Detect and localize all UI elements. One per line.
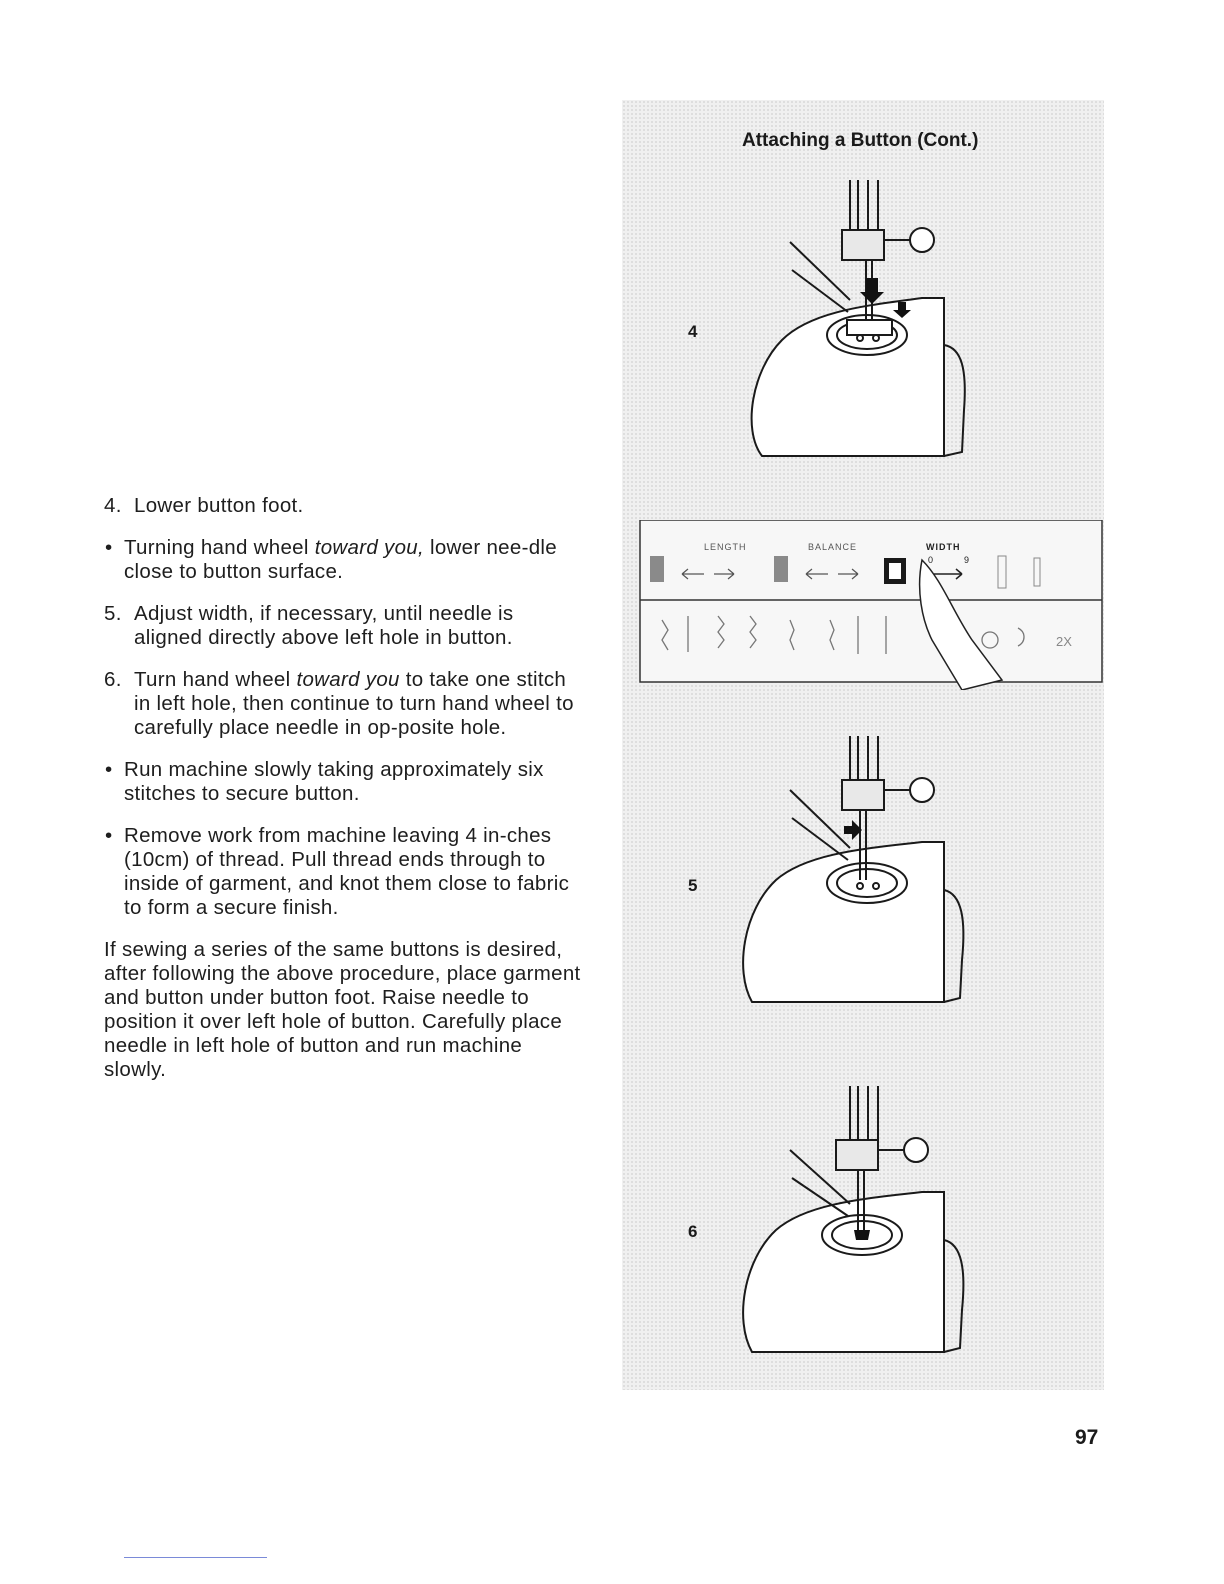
figure-title: Attaching a Button (Cont.) xyxy=(742,130,979,151)
panel-label-length: LENGTH xyxy=(704,542,747,552)
closing-paragraph: If sewing a series of the same buttons is desired, after following the above procedure, place garment and button under button foot. Raise needle to position it over left hole of button. Carefully place needle in left hole of button and run machine slowly. xyxy=(104,938,581,1081)
control-panel-illustration xyxy=(622,520,1104,690)
panel-scale-zero: 0 xyxy=(928,555,934,565)
step-text: Adjust width, if necessary, until needle is aligned directly above left hole in button. xyxy=(134,602,514,649)
bullet-dot: • xyxy=(105,824,113,847)
step-number: 6. xyxy=(104,668,122,691)
bullet-text: Remove work from machine leaving 4 in-ches (10cm) of thread. Pull thread ends through to inside of garment, and knot them close to fabric to form a secure finish. xyxy=(124,824,570,919)
bullet-run-machine xyxy=(104,758,584,806)
bullet-dot: • xyxy=(105,536,113,559)
bullet-text-pre: Turning hand wheel xyxy=(124,536,315,559)
instructions-column xyxy=(104,494,584,1082)
figure-label-6: 6 xyxy=(688,1222,698,1241)
bullet-text: Run machine slowly taking approximately six stitches to secure button. xyxy=(124,758,544,805)
illustration-step-4 xyxy=(622,170,1104,470)
step-text-pre: Turn hand wheel xyxy=(134,668,297,691)
figure-label-4: 4 xyxy=(688,322,698,341)
bullet-turn-hand-wheel xyxy=(104,536,584,584)
step-text-post: to take one stitch in left hole, then continue to turn hand wheel to carefully place needle in op-posite hole. xyxy=(134,668,574,739)
step-number: 5. xyxy=(104,602,122,625)
step-6 xyxy=(104,668,584,740)
step-4 xyxy=(104,494,584,518)
bullet-remove-work xyxy=(104,824,584,920)
panel-label-2x: 2X xyxy=(1056,634,1072,649)
panel-label-width: WIDTH xyxy=(926,542,961,552)
page-number: 97 xyxy=(1075,1426,1099,1449)
figure-panel xyxy=(622,100,1104,1390)
step-text-emphasis: toward you xyxy=(296,668,400,691)
bullet-text-emphasis: toward you, xyxy=(314,536,424,559)
footer-rule xyxy=(124,1557,267,1558)
step-text: Lower button foot. xyxy=(134,494,304,517)
step-5 xyxy=(104,602,584,650)
step-number: 4. xyxy=(104,494,122,517)
figure-label-5: 5 xyxy=(688,876,698,895)
panel-scale-nine: 9 xyxy=(964,555,970,565)
panel-label-balance: BALANCE xyxy=(808,542,858,552)
bullet-text-post: lower nee-dle close to button surface. xyxy=(124,536,557,583)
bullet-dot: • xyxy=(105,758,113,781)
